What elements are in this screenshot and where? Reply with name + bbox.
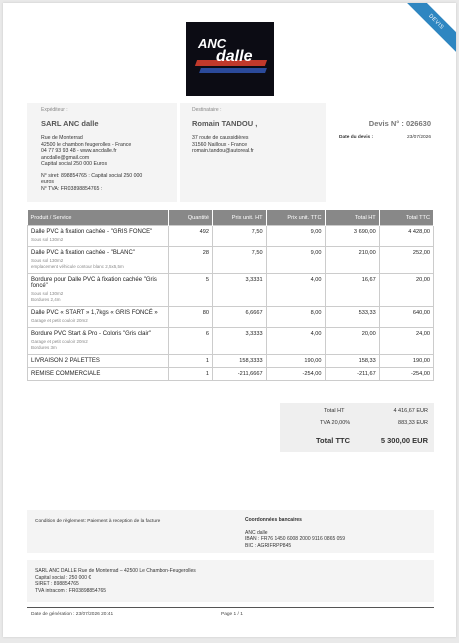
unit-ttc-cell: 9,00 bbox=[266, 226, 325, 247]
sender-phone: 04 77 93 93 48 - www.ancdalle.fr bbox=[41, 148, 117, 154]
total-ht-cell: -211,67 bbox=[325, 368, 379, 381]
product-name: Dalle PVC à fixation cachée - "BLANC" bbox=[31, 250, 135, 256]
quote-date-value: 23/07/2026 bbox=[406, 135, 431, 140]
tva-label: TVA 20,00% bbox=[320, 420, 351, 426]
items-table bbox=[27, 210, 434, 381]
quantity-cell: 5 bbox=[168, 274, 212, 307]
bank-name: ANC dalle bbox=[245, 529, 268, 536]
legal-line1: SARL ANC DALLE Rue de Monterrad – 42500 Le Chambon-Feugerolles bbox=[35, 568, 196, 574]
unit-ht-cell: 6,6667 bbox=[212, 307, 266, 328]
document-page bbox=[3, 3, 456, 637]
total-ht-cell: 210,00 bbox=[325, 247, 379, 274]
product-name: Dalle PVC à fixation cachée - "GRIS FONCE" bbox=[31, 229, 153, 235]
unit-ttc-cell: -254,00 bbox=[266, 368, 325, 381]
quote-date-label: Date du devis : bbox=[339, 135, 374, 140]
product-cell bbox=[28, 247, 169, 274]
company-logo bbox=[186, 22, 274, 96]
product-name: Bordure pour Dalle PVC à fixation cachée "Gris foncé" bbox=[31, 277, 157, 289]
table-row bbox=[28, 247, 434, 274]
generation-date: Date de génération : 23/07/2026 20:41 bbox=[31, 612, 114, 617]
recipient-label: Destinataire : bbox=[192, 107, 222, 113]
status-ribbon: DEVIS bbox=[403, 3, 456, 55]
quote-info bbox=[339, 119, 431, 140]
bank-bic: BIC : AGRIFRPP845 bbox=[245, 542, 292, 549]
bank-iban: IBAN : FR76 1450 6008 2000 9116 0865 059 bbox=[245, 536, 345, 542]
table-header-row bbox=[28, 210, 434, 226]
table-row bbox=[28, 307, 434, 328]
quantity-cell: 1 bbox=[168, 368, 212, 381]
product-name: LIVRAISON 2 PALETTES bbox=[31, 358, 100, 364]
col-quantity: Quantité bbox=[168, 210, 212, 226]
total-ttc-cell: 20,00 bbox=[379, 274, 433, 307]
sender-capital: Capital social 250 000 Euros bbox=[41, 161, 108, 167]
unit-ht-cell: 7,50 bbox=[212, 247, 266, 274]
product-cell bbox=[28, 368, 169, 381]
total-ttc-cell: 640,00 bbox=[379, 307, 433, 328]
page-footer bbox=[27, 607, 434, 617]
company-legal-box bbox=[27, 560, 434, 602]
product-description: Sous sol 130m2 bbox=[31, 237, 64, 242]
product-cell bbox=[28, 226, 169, 247]
product-cell bbox=[28, 355, 169, 368]
table-row bbox=[28, 368, 434, 381]
col-product: Produit / Service bbox=[28, 210, 169, 226]
quantity-cell: 1 bbox=[168, 355, 212, 368]
unit-ttc-cell: 190,00 bbox=[266, 355, 325, 368]
total-ttc-cell: 24,00 bbox=[379, 328, 433, 355]
unit-ttc-cell: 4,00 bbox=[266, 274, 325, 307]
total-ttc-cell: -254,00 bbox=[379, 368, 433, 381]
product-description: emplacement véhicule contour blanc 2,5x5,5m bbox=[31, 264, 124, 269]
product-description: Garage et petit couloir 20m2 bbox=[31, 339, 88, 344]
sender-company: SARL ANC dalle bbox=[41, 119, 99, 128]
product-description: Garage et petit couloir 20m2 bbox=[31, 318, 88, 323]
product-name: Dalle PVC « START » 1,7kgs « GRIS FONCÉ » bbox=[31, 310, 158, 316]
sender-box bbox=[27, 103, 177, 202]
legal-line3: SIRET : 898854765 bbox=[35, 581, 79, 587]
total-ttc-cell: 252,00 bbox=[379, 247, 433, 274]
sender-address2: 42500 le chambon feugerolles - France bbox=[41, 141, 132, 148]
sender-label: Expéditeur : bbox=[41, 107, 68, 113]
unit-ht-cell: 3,3333 bbox=[212, 328, 266, 355]
total-ht-cell: 158,33 bbox=[325, 355, 379, 368]
logo-text-anc: ANC bbox=[198, 36, 227, 51]
quantity-cell: 6 bbox=[168, 328, 212, 355]
page-number: Page 1 / 1 bbox=[221, 612, 243, 617]
product-description: Sous sol 130m2 bbox=[31, 258, 64, 263]
unit-ht-cell: 158,3333 bbox=[212, 355, 266, 368]
payment-conditions: Condition de règlement: Paiement à reception de la facture bbox=[35, 519, 161, 524]
recipient-box bbox=[180, 103, 326, 202]
quantity-cell: 28 bbox=[168, 247, 212, 274]
product-name: Bordure PVC Start & Pro - Coloris "Gris clair" bbox=[31, 331, 151, 337]
sender-email: ancdalle@gmail.com bbox=[41, 154, 90, 161]
total-ttc-label: Total TTC bbox=[316, 436, 351, 445]
unit-ttc-cell: 9,00 bbox=[266, 247, 325, 274]
total-ttc-cell: 4 428,00 bbox=[379, 226, 433, 247]
table-row bbox=[28, 355, 434, 368]
table-row bbox=[28, 274, 434, 307]
sender-tva: N° TVA: FR03898854765 : bbox=[41, 185, 103, 192]
product-cell bbox=[28, 307, 169, 328]
unit-ht-cell: 7,50 bbox=[212, 226, 266, 247]
sender-siret-cont: euros bbox=[41, 179, 54, 185]
legal-line2: Capital social : 250 000 € bbox=[35, 574, 92, 581]
product-description: Sous sol 130m2 bbox=[31, 291, 64, 296]
recipient-email: romain.tandou@autoreal.fr bbox=[192, 148, 254, 154]
table-row bbox=[28, 226, 434, 247]
sender-siret: N° siret: 898854765 : Capital social 250 000 bbox=[41, 172, 143, 179]
product-cell bbox=[28, 328, 169, 355]
total-ht-cell: 533,33 bbox=[325, 307, 379, 328]
quantity-cell: 80 bbox=[168, 307, 212, 328]
product-description: Bordures 3m bbox=[31, 345, 57, 350]
logo-text-dalle: dalle bbox=[216, 48, 253, 65]
total-ht-cell: 20,00 bbox=[325, 328, 379, 355]
total-ttc-cell: 190,00 bbox=[379, 355, 433, 368]
recipient-address2: 31560 Nailloux - France bbox=[192, 141, 248, 148]
unit-ht-cell: 3,3331 bbox=[212, 274, 266, 307]
table-row bbox=[28, 328, 434, 355]
total-ttc-value: 5 300,00 EUR bbox=[380, 436, 428, 445]
payment-box bbox=[27, 510, 434, 553]
col-unit-ttc: Prix unit. TTC bbox=[266, 210, 325, 226]
tva-value: 883,33 EUR bbox=[398, 420, 428, 426]
product-description: Bordures 2,4m bbox=[31, 297, 61, 302]
logo-stripe-blue bbox=[199, 68, 267, 73]
quote-number: Devis N° : 026630 bbox=[368, 119, 431, 128]
col-unit-ht: Prix unit. HT bbox=[212, 210, 266, 226]
total-ht-value: 4 416,67 EUR bbox=[393, 408, 428, 414]
recipient-name: Romain TANDOU , bbox=[192, 119, 258, 128]
recipient-address1: 37 route de caussidières bbox=[192, 135, 249, 141]
totals-box bbox=[280, 403, 434, 452]
total-ht-cell: 3 690,00 bbox=[325, 226, 379, 247]
quantity-cell: 492 bbox=[168, 226, 212, 247]
total-ht-cell: 16,67 bbox=[325, 274, 379, 307]
unit-ht-cell: -211,6667 bbox=[212, 368, 266, 381]
sender-address1: Rue de Monterrad bbox=[41, 135, 83, 141]
col-total-ht: Total HT bbox=[325, 210, 379, 226]
unit-ttc-cell: 8,00 bbox=[266, 307, 325, 328]
product-name: REMISE COMMERCIALE bbox=[31, 371, 101, 377]
col-total-ttc: Total TTC bbox=[379, 210, 433, 226]
bank-title: Coordonnées bancaires bbox=[245, 517, 302, 523]
unit-ttc-cell: 4,00 bbox=[266, 328, 325, 355]
total-ht-label: Total HT bbox=[324, 408, 345, 414]
product-cell bbox=[28, 274, 169, 307]
legal-line4: TVA intracom : FR03898854765 bbox=[35, 587, 107, 594]
